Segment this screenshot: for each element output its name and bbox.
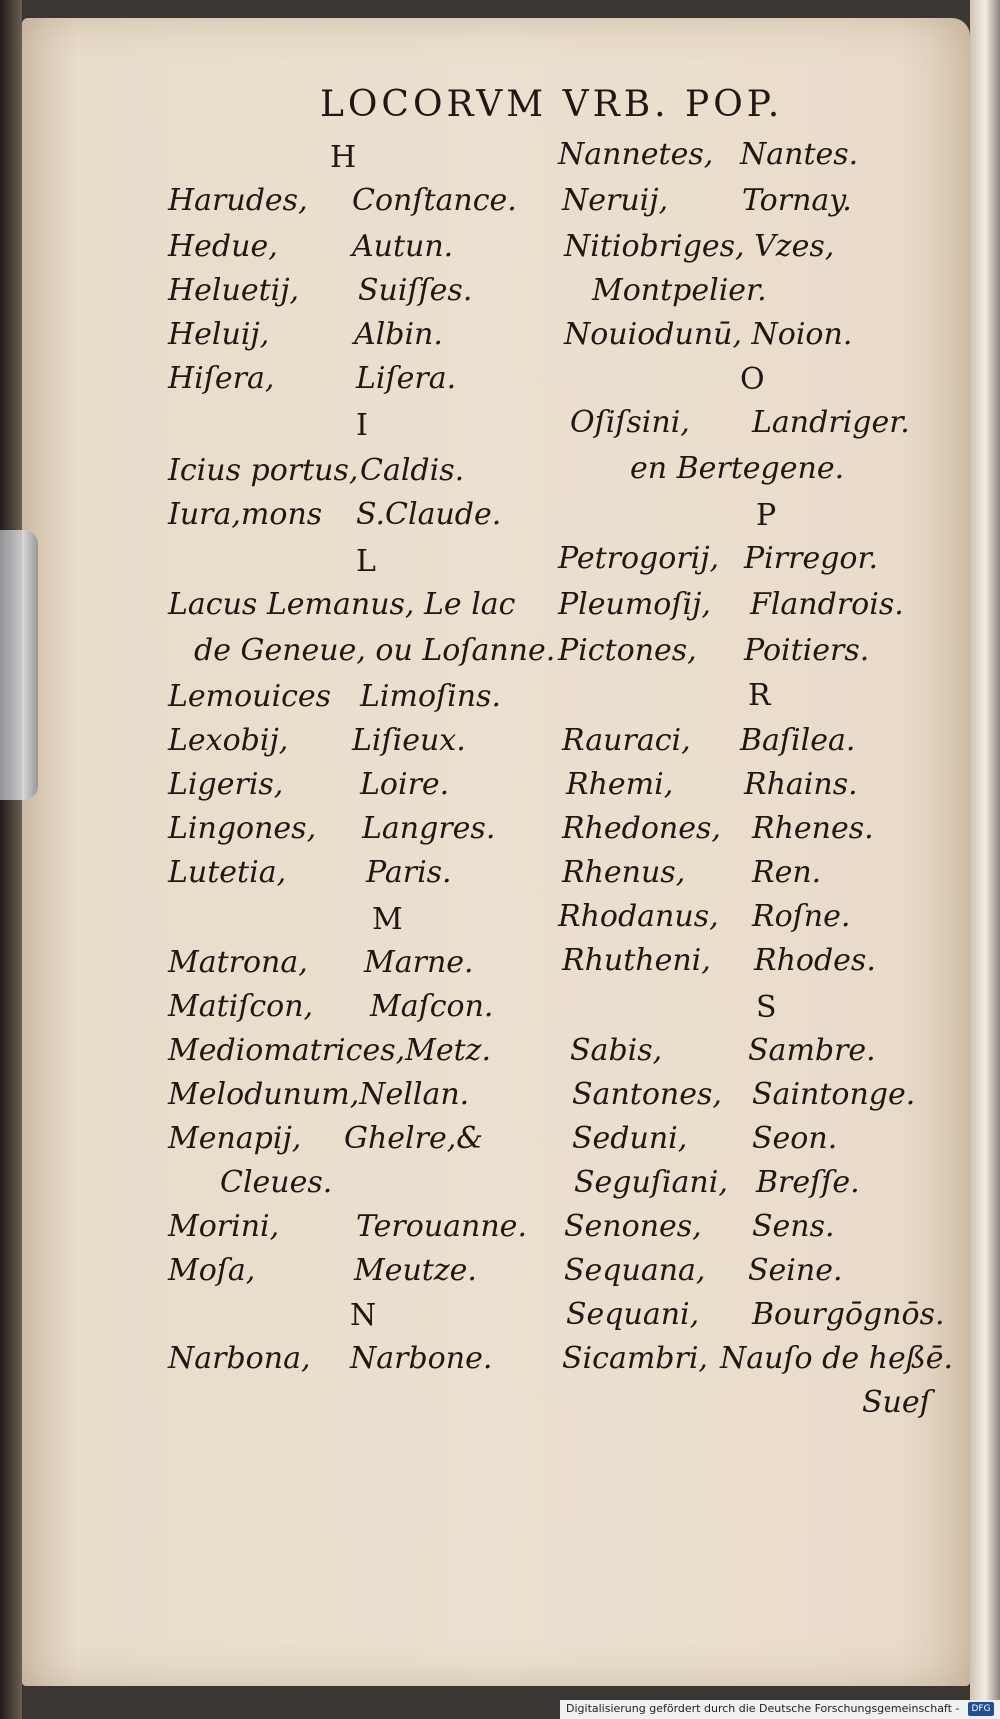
- entry-vernacular: Limoſins.: [360, 679, 501, 714]
- entry-vernacular: Rhodes.: [754, 943, 876, 978]
- entry-continuation: Montpelier.: [592, 273, 767, 308]
- entry-latin: Oſiſsini,: [570, 405, 690, 440]
- entry-latin: Mediomatrices,Metz.: [168, 1033, 492, 1068]
- entry-latin: Pleumoſij,: [558, 587, 711, 622]
- entry-vernacular: Albin.: [354, 317, 443, 352]
- entry-latin: Matiſcon,: [168, 989, 314, 1024]
- entry-vernacular: Sens.: [752, 1209, 835, 1244]
- entry-latin: Sicambri,: [562, 1341, 708, 1376]
- entry-latin: Lacus Lemanus, Le lac: [168, 587, 516, 622]
- entry-vernacular: Rhenes.: [752, 811, 874, 846]
- entry-continuation: Cleues.: [220, 1165, 333, 1200]
- dfg-logo: DFG: [968, 1702, 994, 1716]
- entry-vernacular: Flandrois.: [750, 587, 904, 622]
- section-letter-p: P: [756, 498, 777, 533]
- entry-latin: Icius portus,: [168, 453, 359, 488]
- entry-vernacular: Seon.: [752, 1121, 838, 1156]
- binding-edge: [0, 0, 22, 1719]
- entry-vernacular: S.Claude.: [356, 497, 502, 532]
- entry-vernacular: Loire.: [360, 767, 450, 802]
- entry-latin: Rauraci,: [562, 723, 691, 758]
- entry-vernacular: Sambre.: [748, 1033, 876, 1068]
- section-letter-i: I: [356, 408, 368, 443]
- entry-latin: Seduni,: [572, 1121, 688, 1156]
- entry-vernacular: Baſilea.: [740, 723, 856, 758]
- entry-vernacular: Nauſo de heßē.: [720, 1341, 954, 1376]
- entry-vernacular: Breſſe.: [756, 1165, 860, 1200]
- entry-vernacular: Paris.: [366, 855, 452, 890]
- entry-vernacular: Terouanne.: [356, 1209, 527, 1244]
- entry-latin: Morini,: [168, 1209, 280, 1244]
- digitization-credit: Digitalisierung gefördert durch die Deutsche Forschungsgemeinschaft -: [566, 1702, 960, 1715]
- entry-vernacular: Tornay.: [742, 183, 852, 218]
- entry-continuation: en Bertegene.: [630, 451, 845, 486]
- entry-latin: Rhodanus,: [558, 899, 719, 934]
- entry-latin: Sequana,: [564, 1253, 706, 1288]
- entry-vernacular: Marne.: [364, 945, 474, 980]
- entry-latin: Lingones,: [168, 811, 317, 846]
- section-letter-m: M: [372, 902, 403, 937]
- entry-latin: Rhutheni,: [562, 943, 711, 978]
- entry-latin: Iura,mons: [168, 497, 323, 532]
- section-letter-h: H: [330, 140, 357, 175]
- entry-latin: Sequani,: [566, 1297, 700, 1332]
- entry-vernacular: Langres.: [362, 811, 496, 846]
- entry-vernacular: Conſtance.: [352, 183, 517, 218]
- entry-latin: Nannetes,: [558, 137, 714, 172]
- section-letter-s: S: [756, 990, 777, 1025]
- entry-vernacular: Roſne.: [752, 899, 851, 934]
- page-fore-edge: [970, 0, 1000, 1719]
- catchword: Sueſ: [862, 1385, 931, 1420]
- entry-latin: Lexobij,: [168, 723, 289, 758]
- entry-vernacular: Seine.: [748, 1253, 843, 1288]
- entry-latin: Santones,: [572, 1077, 722, 1112]
- entry-vernacular: Landriger.: [752, 405, 910, 440]
- entry-vernacular: Nantes.: [740, 137, 859, 172]
- entry-latin: Seguſiani,: [574, 1165, 728, 1200]
- entry-vernacular: Liſera.: [356, 361, 457, 396]
- entry-latin: Narbona,: [168, 1341, 311, 1376]
- entry-latin: Nouiodunū, Noion.: [564, 317, 853, 352]
- entry-latin: Heluetij,: [168, 273, 300, 308]
- entry-vernacular: Liſieux.: [352, 723, 466, 758]
- entry-latin: Matrona,: [168, 945, 308, 980]
- entry-vernacular: Suiſſes.: [358, 273, 473, 308]
- entry-latin: Ligeris,: [168, 767, 284, 802]
- section-letter-l: L: [356, 544, 376, 579]
- entry-latin: Hedue,: [168, 229, 278, 264]
- entry-latin: Lemouices: [168, 679, 332, 714]
- section-letter-n: N: [350, 1298, 377, 1333]
- entry-vernacular: Pirregor.: [744, 541, 879, 576]
- entry-latin: Pictones,: [558, 633, 697, 668]
- entry-vernacular: Caldis.: [360, 453, 465, 488]
- entry-latin: Heluij,: [168, 317, 270, 352]
- entry-latin: Senones,: [564, 1209, 702, 1244]
- entry-latin: Sabis,: [570, 1033, 663, 1068]
- entry-vernacular: Saintonge.: [752, 1077, 916, 1112]
- entry-latin: Lutetia,: [168, 855, 287, 890]
- entry-vernacular: Bourgōgnōs.: [752, 1297, 945, 1332]
- entry-vernacular: Poitiers.: [744, 633, 870, 668]
- section-letter-o: O: [740, 362, 765, 397]
- entry-latin: Moſa,: [168, 1253, 256, 1288]
- running-title: LOCORVM VRB. POP.: [320, 84, 784, 125]
- entry-latin: Rhenus,: [562, 855, 686, 890]
- entry-latin: Neruij,: [562, 183, 669, 218]
- entry-vernacular: Narbone.: [350, 1341, 493, 1376]
- entry-latin: Rhedones,: [562, 811, 721, 846]
- entry-vernacular: Ghelre,&: [344, 1121, 483, 1156]
- entry-latin: Melodunum,Nellan.: [168, 1077, 470, 1112]
- entry-latin: Harudes,: [168, 183, 308, 218]
- entry-latin: Petrogorij,: [558, 541, 720, 576]
- entry-latin: Hiſera,: [168, 361, 275, 396]
- section-letter-r: R: [748, 678, 771, 713]
- entry-latin: Nitiobriges, Vzes,: [564, 229, 835, 264]
- entry-vernacular: Autun.: [352, 229, 454, 264]
- entry-vernacular: Maſcon.: [370, 989, 494, 1024]
- entry-continuation: de Geneue, ou Loſanne.: [194, 633, 556, 668]
- page-clip: [0, 530, 38, 800]
- book-page: [22, 18, 970, 1686]
- entry-latin: Menapij,: [168, 1121, 302, 1156]
- entry-vernacular: Meutze.: [354, 1253, 477, 1288]
- entry-vernacular: Rhains.: [744, 767, 858, 802]
- entry-latin: Rhemi,: [566, 767, 674, 802]
- entry-vernacular: Ren.: [752, 855, 822, 890]
